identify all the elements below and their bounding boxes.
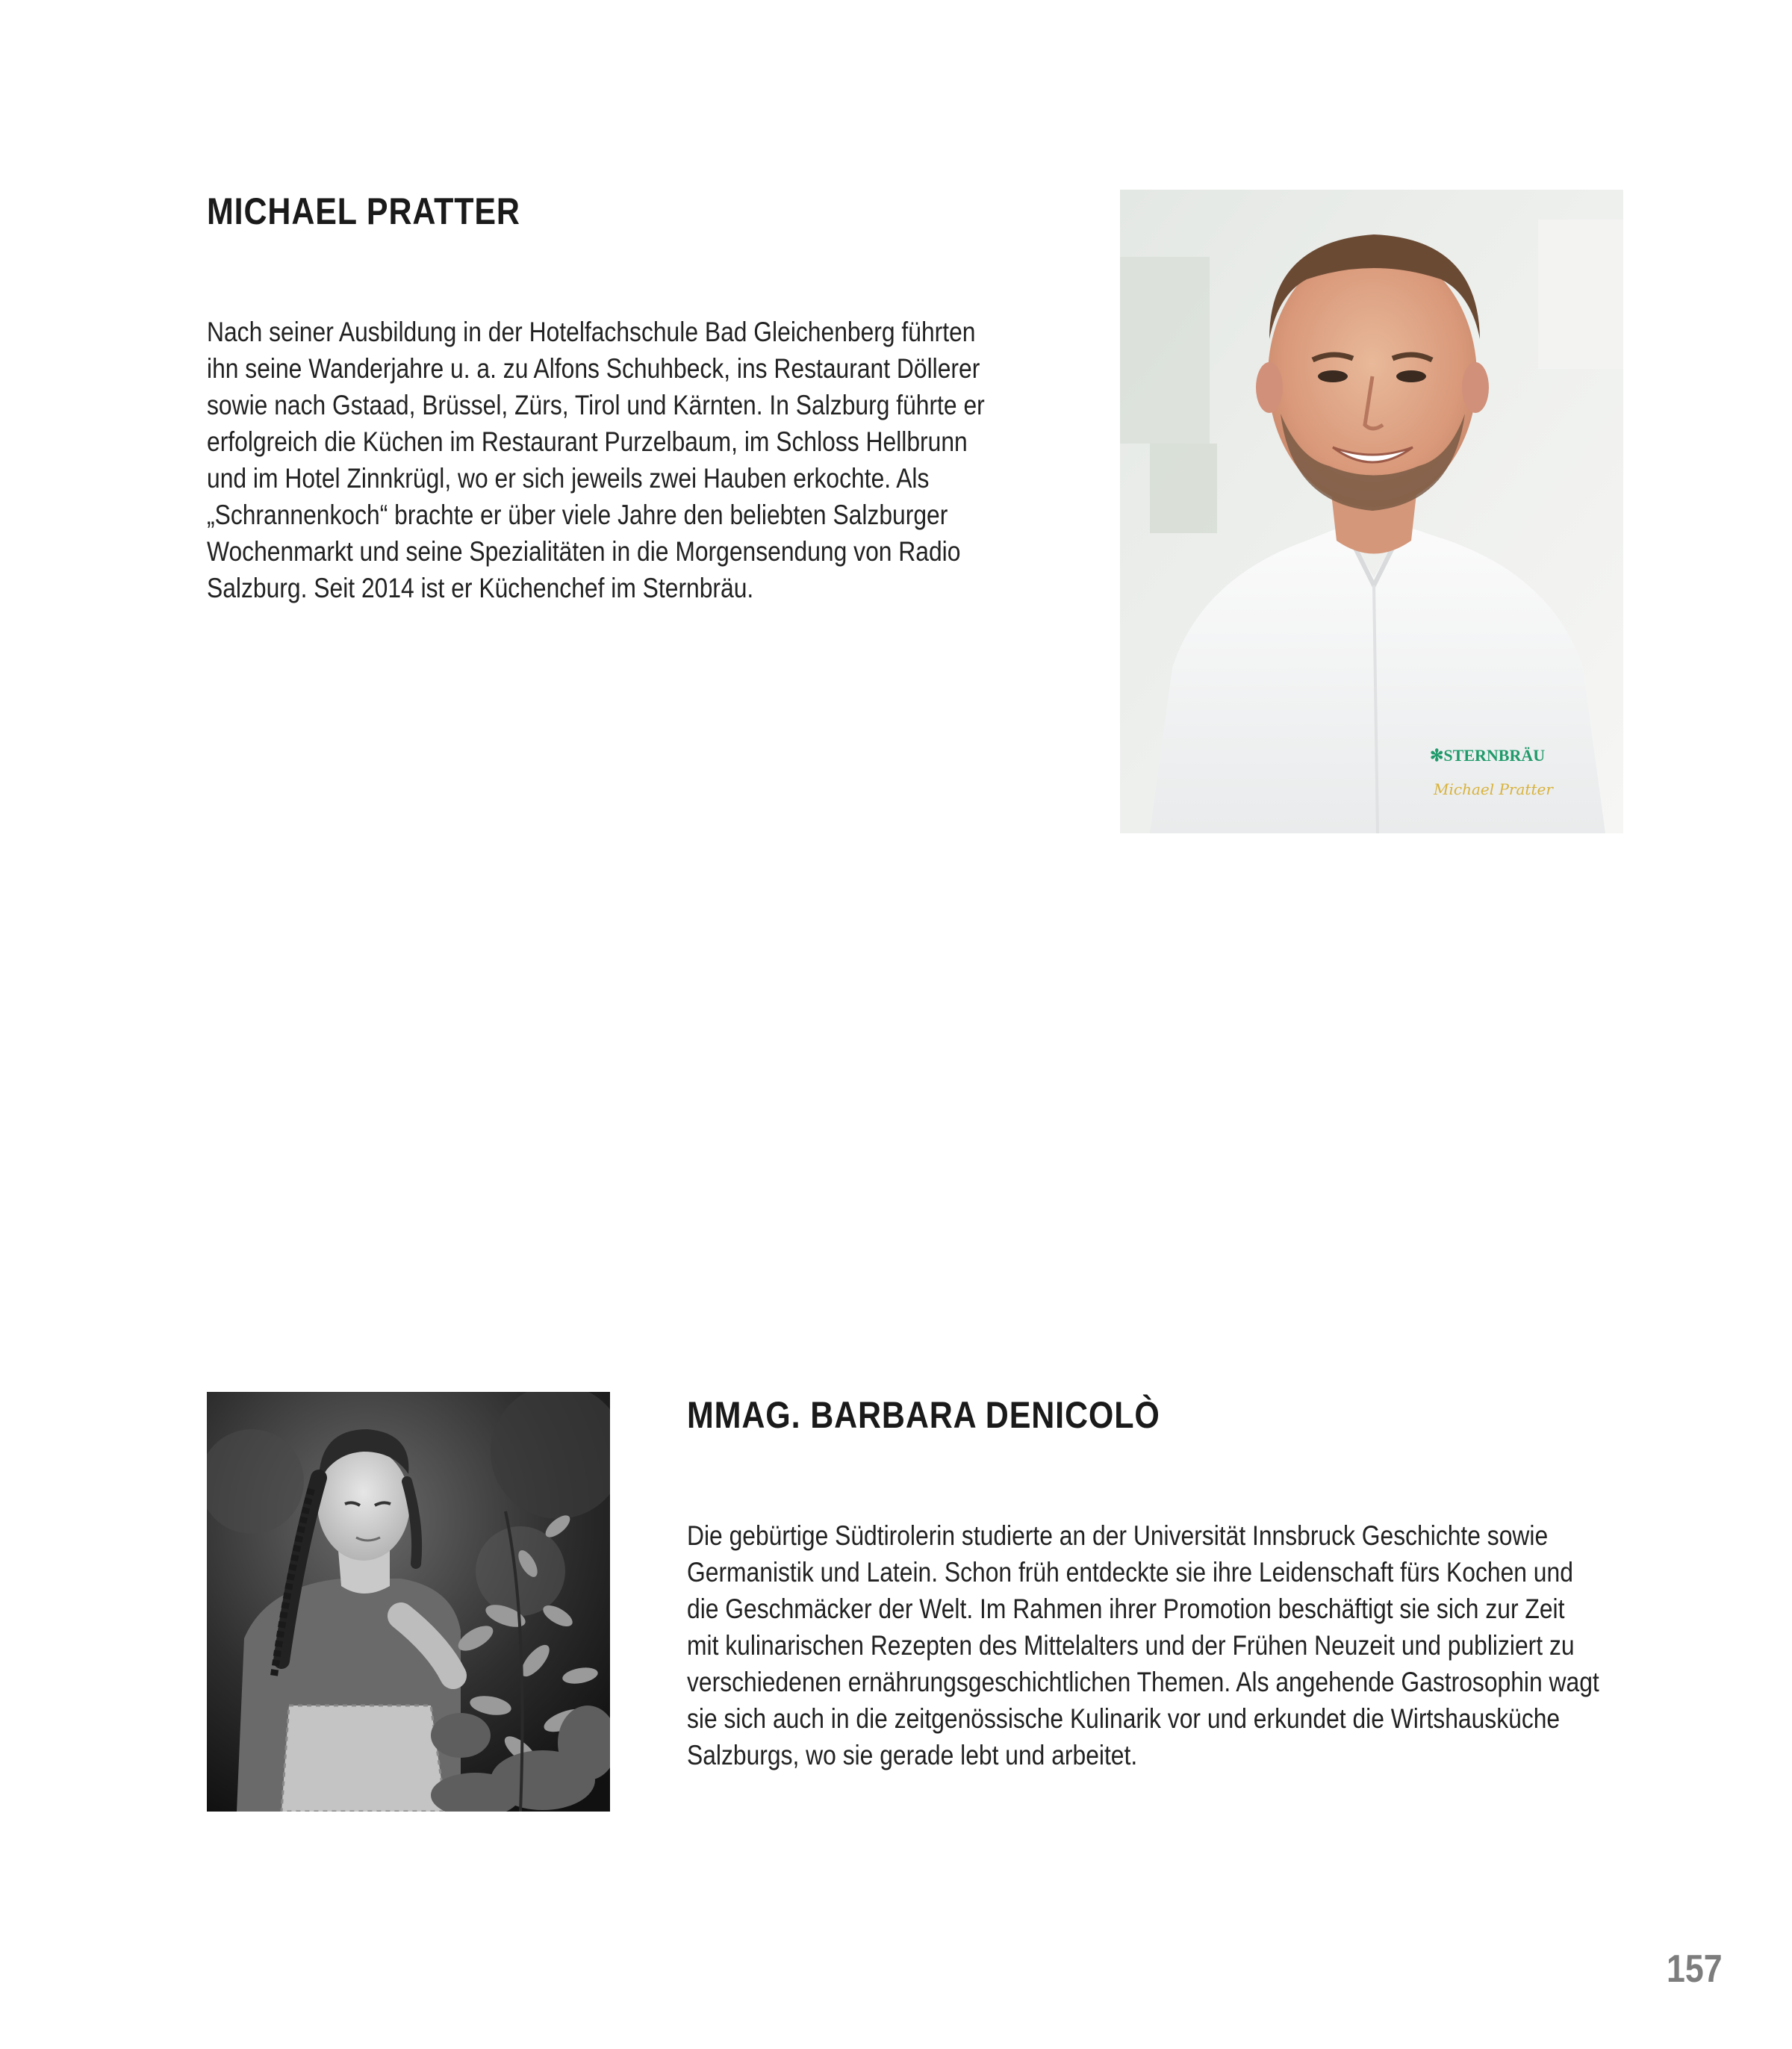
person-bio-michael-pratter (207, 314, 1028, 606)
bio-line: Wochenmarkt und seine Spezialitäten in die Morgensendung von Radio (207, 536, 961, 567)
jacket-logo: ✻STERNBRÄU (1430, 746, 1546, 765)
person-bio-barbara-denicolo (687, 1517, 1643, 1773)
portrait-photo-michael-pratter (1120, 190, 1623, 833)
person-name-barbara-denicolo: MMAG. BARBARA DENICOLÒ (687, 1394, 1160, 1436)
bio-line: Nach seiner Ausbildung in der Hotelfachschule Bad Gleichenberg führten (207, 317, 976, 347)
bio-line: „Schrannenkoch“ brachte er über viele Jahre den beliebten Salzburger (207, 500, 948, 530)
person-name-michael-pratter: MICHAEL PRATTER (207, 190, 520, 232)
bio-line: sowie nach Gstaad, Brüssel, Zürs, Tirol und Kärnten. In Salzburg führte er (207, 390, 985, 420)
bio-line: erfolgreich die Küchen im Restaurant Purzelbaum, im Schloss Hellbrunn (207, 426, 968, 457)
bio-line: mit kulinarischen Rezepten des Mittelalters und der Frühen Neuzeit und publiziert zu (687, 1630, 1575, 1661)
bio-line: Germanistik und Latein. Schon früh entdeckte sie ihre Leidenschaft fürs Kochen und (687, 1557, 1573, 1588)
bio-line: und im Hotel Zinnkrügl, wo er sich jeweils zwei Hauben erkochte. Als (207, 463, 930, 494)
portrait-photo-barbara-denicolo (207, 1392, 610, 1812)
page-number: 157 (1667, 1947, 1723, 1991)
bio-line: Salzburg. Seit 2014 ist er Küchenchef im Sternbräu. (207, 573, 754, 603)
bio-line: Salzburgs, wo sie gerade lebt und arbeitet. (687, 1740, 1138, 1770)
jacket-embroidery: Michael Pratter (1434, 780, 1553, 798)
portrait-illustration (207, 1392, 610, 1812)
bio-line: Die gebürtige Südtirolerin studierte an der Universität Innsbruck Geschichte sowie (687, 1520, 1549, 1551)
bio-line: ihn seine Wanderjahre u. a. zu Alfons Schuhbeck, ins Restaurant Döllerer (207, 353, 980, 384)
bio-line: verschiedenen ernährungsgeschichtlichen Themen. Als angehende Gastrosophin wagt (687, 1667, 1599, 1697)
portrait-illustration (1120, 190, 1623, 833)
bio-line: die Geschmäcker der Welt. Im Rahmen ihrer Promotion beschäftigt sie sich zur Zeit (687, 1594, 1565, 1624)
bio-line: sie sich auch in die zeitgenössische Kulinarik vor und erkundet die Wirtshausküche (687, 1703, 1561, 1734)
